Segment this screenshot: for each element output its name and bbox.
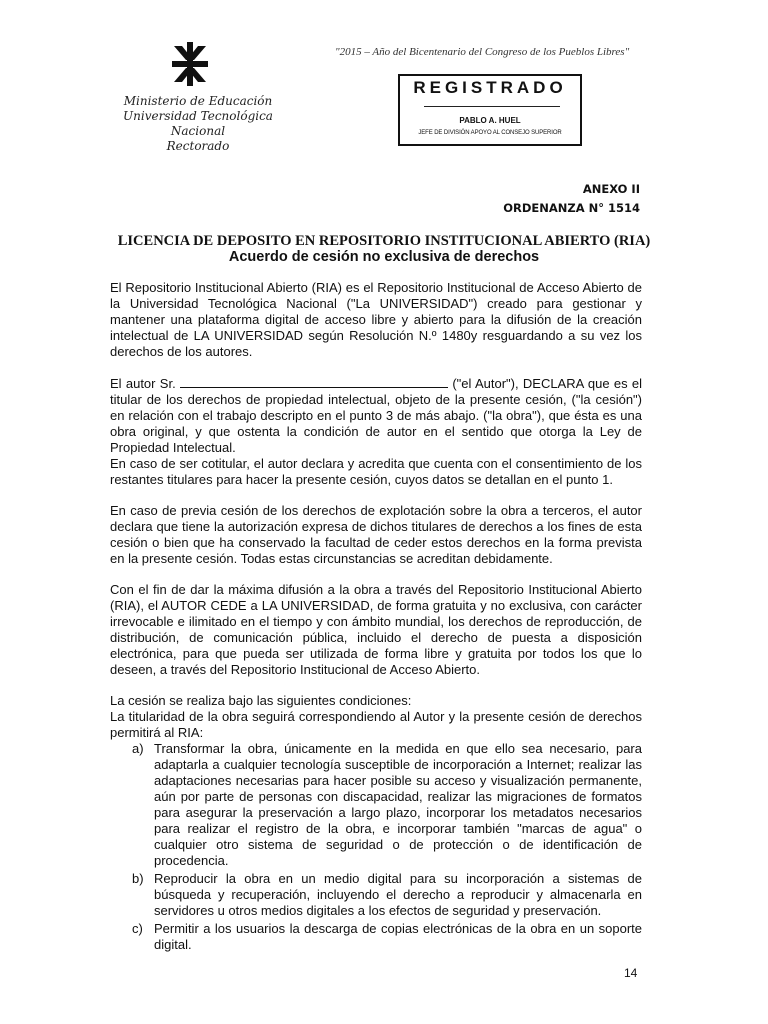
list-item bbox=[110, 921, 642, 953]
author-declaration: ("el Autor"), DECLARA que es el titular de los derechos de propiedad intelectual, objeto de la presente cesión, ("la cesión") en relación con el trabajo descripto en el punto 3 de más abajo. ("la obra"), que ésta es una obra original, y que ostenta la condición de autor en el sentido que otorga la Ley de Propiedad Intelectual. bbox=[110, 376, 643, 455]
ministry-line-2: Universidad Tecnológica Nacional bbox=[123, 109, 273, 138]
page-title: LICENCIA DE DEPOSITO EN REPOSITORIO INSTITUCIONAL ABIERTO (RIA) bbox=[117, 233, 651, 249]
list-item-text: Reproducir la obra en un medio digital para su incorporación a sistemas de búsqueda y recuperación, incluyendo el derecho a reproducir y almacenarla en servidores u otros medios digitales a los efectos de seguridad y preservación. bbox=[154, 871, 642, 918]
paragraph-author bbox=[110, 375, 642, 456]
author-name-blank bbox=[180, 375, 448, 388]
annex-block bbox=[503, 180, 640, 218]
paragraph-coauthor: En caso de ser cotitular, el autor declara y acredita que cuenta con el consentimiento de los restantes titulares para hacer la presente cesión, cuyos datos se detallan en el punto 1. bbox=[110, 456, 642, 487]
list-item bbox=[110, 871, 642, 919]
document-body bbox=[110, 280, 642, 955]
list-marker: a) bbox=[132, 741, 144, 756]
ordinance-label: ORDENANZA N° 1514 bbox=[503, 201, 640, 215]
paragraph-ownership: La titularidad de la obra seguirá correspondiendo al Autor y la presente cesión de derechos permitirá al RIA: bbox=[110, 709, 642, 740]
utn-logo-icon bbox=[168, 42, 212, 86]
stamp-role: JEFE DE DIVISIÓN APOYO AL CONSEJO SUPERIOR bbox=[418, 130, 562, 136]
paragraph-prior-cession: En caso de previa cesión de los derechos de explotación sobre la obra a terceros, el autor declara que tiene la autorización expresa de dichos titulares de derechos a los fines de esta cesión o bien que ha conservado la facultad de ceder estos derechos en la forma prevista en la presente cesión. Todas estas circunstancias se acreditan debidamente. bbox=[110, 503, 642, 566]
stamp-name: PABLO A. HUEL bbox=[459, 116, 521, 125]
author-label: El autor Sr. bbox=[110, 376, 176, 391]
list-item-text: Permitir a los usuarios la descarga de copias electrónicas de la obra en un soporte digital. bbox=[154, 921, 642, 952]
list-item bbox=[110, 741, 642, 869]
list-marker: c) bbox=[132, 921, 143, 936]
list-item-text: Transformar la obra, únicamente en la medida en que ello sea necesario, para adaptarla a cualquier tecnología susceptible de incorporación a Internet; realizar las adaptaciones necesarias para hacer posible su acceso y visualización permanente, aún por parte de personas con discapacidad, realizar las migraciones de formatos para asegurar la preservación a largo plazo, incorporar los metadatos necesarios para realizar el registro de la obra, e incorporar también "marcas de agua" o cualquier otro sistema de seguridad o de protección o de identificación de procedencia. bbox=[154, 741, 642, 868]
paragraph-conditions-intro: La cesión se realiza bajo las siguientes condiciones: bbox=[110, 693, 412, 708]
page-subtitle: Acuerdo de cesión no exclusiva de derechos bbox=[228, 249, 540, 265]
conditions-list bbox=[110, 741, 642, 953]
ministry-block bbox=[108, 94, 288, 154]
paragraph-intro: El Repositorio Institucional Abierto (RIA) es el Repositorio Institucional de Acceso Abierto de la Universidad Tecnológica Nacional ("La UNIVERSIDAD") creado para gestionar y mantener una plataforma digital de acceso libre y abierto para la difusión de la creación intelectual de LA UNIVERSIDAD según Resolución N.º 1480y resguardando a su vez los derechos de los autores. bbox=[110, 280, 642, 359]
page-number: 14 bbox=[624, 966, 638, 980]
annex-label: ANEXO II bbox=[582, 182, 640, 196]
registered-stamp bbox=[398, 74, 582, 146]
ministry-line-3: Rectorado bbox=[166, 139, 230, 153]
stamp-title: REGISTRADO bbox=[413, 78, 567, 97]
paragraph-cession: Con el fin de dar la máxima difusión a la obra a través del Repositorio Institucional Abierto (RIA), el AUTOR CEDE a LA UNIVERSIDAD, de forma gratuita y no exclusiva, con carácter irrevocable e ilimitado en el tiempo y con ámbito mundial, los derechos de reproducción, de distribución, de comunicación pública, incluido el derecho de puesta a disposición electrónica, para que pueda ser utilizada de forma libre y gratuita por todos los que lo deseen, a través del Repositorio Institucional de Acceso Abierto. bbox=[110, 582, 642, 677]
ministry-line-1: Ministerio de Educación bbox=[123, 94, 273, 108]
motto: "2015 – Año del Bicentenario del Congreso de los Pueblos Libres" bbox=[335, 46, 630, 58]
list-marker: b) bbox=[132, 871, 144, 886]
stamp-signature-line bbox=[424, 106, 560, 107]
